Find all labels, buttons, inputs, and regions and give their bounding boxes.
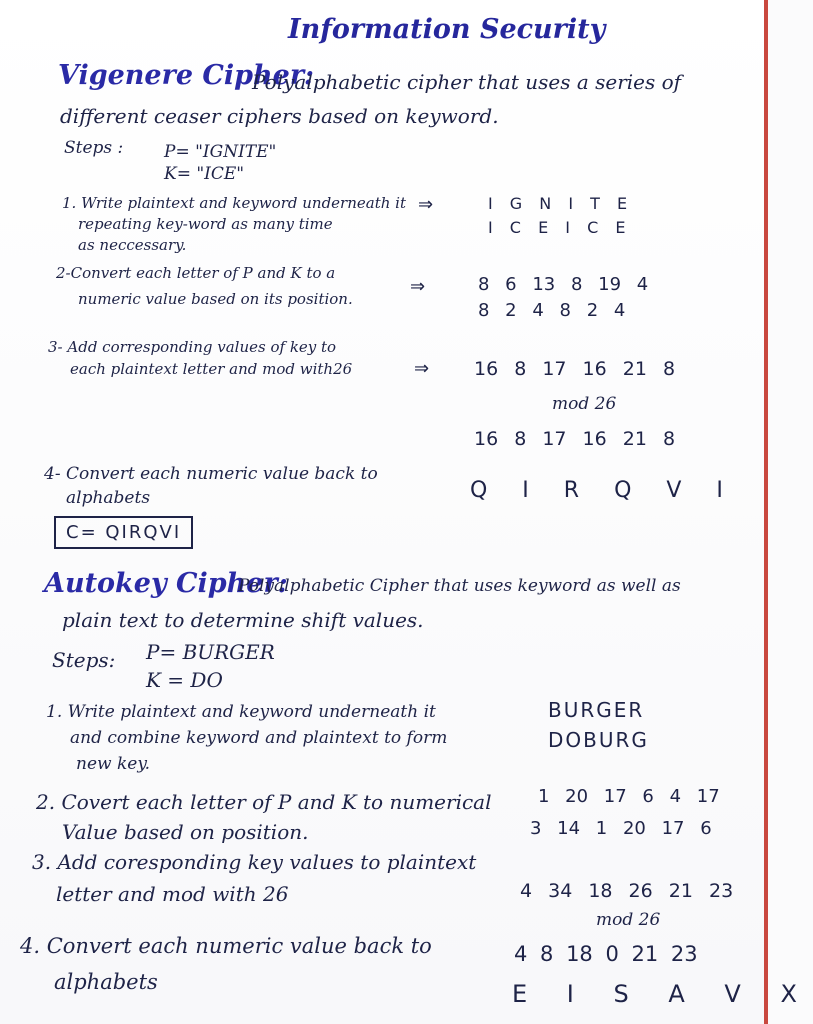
- vigenere-steps-label: Steps :: [64, 138, 124, 158]
- vigenere-step1-line2: repeating key-word as many time: [78, 215, 333, 233]
- autokey-plain-numbers: 1 20 17 6 4 17: [538, 786, 720, 807]
- vigenere-step4-line1: 4- Convert each numeric value back to: [44, 464, 378, 484]
- autokey-step2-line2: Value based on position.: [62, 820, 309, 844]
- autokey-key: K = DO: [146, 668, 223, 692]
- autokey-step4-line1: 4. Convert each numeric value back to: [20, 934, 432, 958]
- vigenere-result-numbers: 16 8 17 16 21 8: [474, 428, 676, 450]
- page-title: Information Security: [288, 14, 606, 45]
- vigenere-step1-line3: as neccessary.: [78, 236, 187, 254]
- autokey-step3-line2: letter and mod with 26: [56, 882, 289, 906]
- vigenere-plaintext: P= "IGNITE": [164, 142, 277, 162]
- arrow-icon: ⇒: [410, 276, 426, 297]
- autokey-desc-line2: plain text to determine shift values.: [62, 608, 424, 632]
- arrow-icon: ⇒: [414, 358, 430, 379]
- autokey-plain-letters: BURGER: [548, 698, 645, 722]
- autokey-step1-line3: new key.: [76, 754, 151, 774]
- autokey-step3-line1: 3. Add coresponding key values to plaintext: [32, 850, 477, 874]
- autokey-result-numbers: 4 8 18 0 21 23: [514, 942, 698, 966]
- vigenere-sum-numbers: 16 8 17 16 21 8: [474, 358, 676, 380]
- vigenere-key: K= "ICE": [164, 164, 245, 184]
- autokey-desc-line1: Polyalphabetic Cipher that uses keyword as well as: [238, 576, 681, 596]
- vigenere-key-letters: I C E I C E: [488, 218, 632, 237]
- autokey-heading: Autokey Cipher:: [44, 568, 288, 599]
- vigenere-step3-line2: each plaintext letter and mod with26: [70, 360, 353, 378]
- vigenere-step3-line1: 3- Add corresponding values of key to: [48, 338, 337, 356]
- autokey-key-letters: DOBURG: [548, 728, 649, 752]
- autokey-cipher-letters: E I S A V X: [512, 980, 813, 1008]
- autokey-step2-line1: 2. Covert each letter of P and K to numerical: [36, 790, 492, 814]
- page-edge: [764, 0, 768, 1024]
- vigenere-mod-label: mod 26: [552, 394, 617, 414]
- autokey-key-numbers: 3 14 1 20 17 6: [530, 818, 712, 839]
- vigenere-heading: Vigenere Cipher:: [58, 60, 315, 91]
- autokey-plaintext: P= BURGER: [146, 640, 275, 664]
- vigenere-ciphertext-box: C= QIRQVI: [54, 516, 193, 549]
- vigenere-plain-numbers: 8 6 13 8 19 4: [478, 274, 649, 295]
- vigenere-step1-line1: 1. Write plaintext and keyword underneath it: [62, 194, 406, 212]
- vigenere-step2-line2: numeric value based on its position.: [78, 290, 353, 308]
- vigenere-key-numbers: 8 2 4 8 2 4: [478, 300, 626, 321]
- autokey-step1-line1: 1. Write plaintext and keyword underneath it: [46, 702, 436, 722]
- autokey-mod-label: mod 26: [596, 910, 661, 930]
- vigenere-cipher-letters: Q I R Q V I: [470, 478, 737, 503]
- autokey-step1-line2: and combine keyword and plaintext to form: [70, 728, 448, 748]
- vigenere-plain-letters: I G N I T E: [488, 194, 634, 213]
- autokey-steps-label: Steps:: [52, 648, 116, 672]
- vigenere-desc-line2: different ceaser ciphers based on keyword.: [60, 104, 499, 128]
- autokey-sum-numbers: 4 34 18 26 21 23: [520, 880, 734, 902]
- vigenere-step4-line2: alphabets: [66, 488, 151, 508]
- vigenere-desc-line1: Polyalphabetic cipher that uses a series of: [252, 70, 682, 94]
- arrow-icon: ⇒: [418, 194, 434, 215]
- autokey-step4-line2: alphabets: [54, 970, 158, 994]
- vigenere-step2-line1: 2-Convert each letter of P and K to a: [56, 264, 336, 282]
